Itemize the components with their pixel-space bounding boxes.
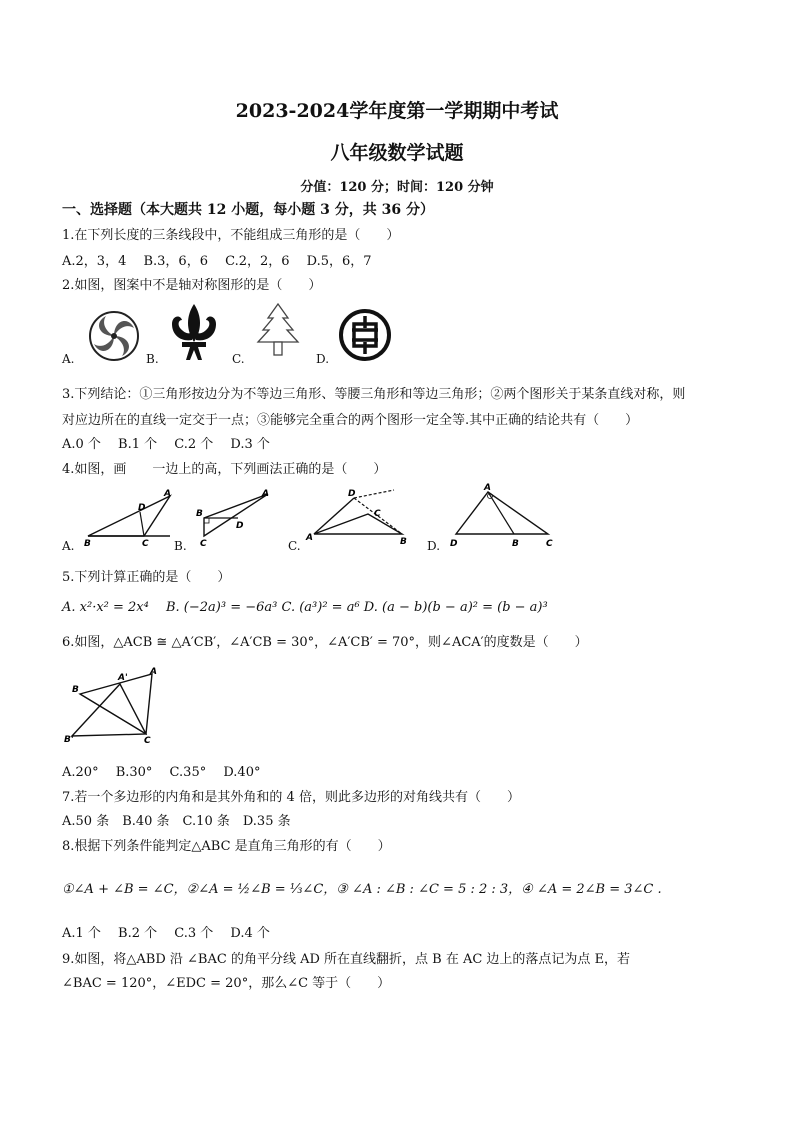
question-4: 4.如图，画 一边上的高，下列画法正确的是（ ） [62,462,387,477]
question-3-options: A.0 个 B.1 个 C.2 个 D.3 个 [62,437,270,452]
svg-text:B: B [400,537,407,547]
congruent-triangles-figure [64,666,160,744]
altitude-figure-d [450,484,554,548]
option-label-d: D. [427,539,441,553]
question-9-line-1: 9.如图，将△ABD 沿 ∠BAC 的角平分线 AD 所在直线翻折，点 B 在 AC 边上的落点记为点 E，若 [62,952,631,967]
altitude-figure-b [196,488,276,550]
svg-text:D: D [348,489,356,499]
option-label-b: B. [146,352,159,366]
question-8-options: A.1 个 B.2 个 C.3 个 D.4 个 [62,926,270,941]
exam-subtitle: 八年级数学试题 [330,142,464,164]
svg-text:A: A [164,489,171,499]
svg-text:C: C [144,736,151,746]
svg-text:A: A [484,483,491,493]
option-label-b: B. [174,539,187,553]
option-label-c: C. [232,352,245,366]
altitude-figure-a [84,488,176,550]
svg-text:B: B [196,509,203,519]
fleur-de-lis-figure [168,302,220,364]
svg-text:D: D [450,539,458,549]
exam-title: 2023-2024学年度第一学期期中考试 [235,100,559,122]
question-5: 5.下列计算正确的是（ ） [62,570,231,585]
svg-text:A: A [306,533,313,543]
question-8: 8.根据下列条件能判定△ABC 是直角三角形的有（ ） [62,839,391,854]
option-label-c: C. [288,539,301,553]
section-heading: 一、选择题（本大题共 12 小题，每小题 3 分，共 36 分） [62,202,434,218]
svg-text:B: B [512,539,519,549]
question-3-line-1: 3.下列结论：①三角形按边分为不等边三角形、等腰三角形和等边三角形；②两个图形关于某条直线对称，则 [62,387,686,402]
question-8-conditions: ①∠A + ∠B = ∠C，②∠A = ½∠B = ⅓∠C，③ ∠A : ∠B : ∠C = 5 : 2 : 3，④ ∠A = 2∠B = 3∠C . [62,882,662,897]
question-6-options: A.20° B.30° C.35° D.40° [62,765,261,780]
svg-text:C: C [200,539,207,549]
question-3-line-2: 对应边所在的直线一定交于一点；③能够完全重合的两个图形一定全等.其中正确的结论共有（ ） [62,413,639,428]
exam-meta: 分值：120 分；时间：120 分钟 [300,180,494,195]
question-9-line-2: ∠BAC = 120°，∠EDC = 20°，那么∠C 等于（ ） [62,976,391,991]
svg-text:B: B [84,539,91,549]
option-label-d: D. [316,352,330,366]
svg-text:C: C [374,509,381,519]
tree-figure [252,302,304,358]
svg-text:C: C [546,539,553,549]
svg-text:A: A [262,489,269,499]
question-7: 7.若一个多边形的内角和是其外角和的 4 倍，则此多边形的对角线共有（ ） [62,790,520,805]
altitude-figure-c [304,484,410,548]
pinwheel-figure [88,310,140,362]
question-7-options: A.50 条 B.40 条 C.10 条 D.35 条 [62,814,291,829]
svg-text:D: D [236,521,244,531]
question-5-options: A. x²·x² = 2x⁴ B. (−2a)³ = −6a³ C. (a³)² = a⁶ D. (a − b)(b − a)² = (b − a)³ [62,600,548,615]
option-label-a: A. [62,352,75,366]
svg-text:A: A [150,667,157,677]
question-1: 1.在下列长度的三条线段中，不能组成三角形的是（ ） [62,228,400,243]
svg-text:D: D [138,503,146,513]
option-label-a: A. [62,539,75,553]
question-2: 2.如图，图案中不是轴对称图形的是（ ） [62,278,322,293]
svg-text:B: B [72,685,79,695]
question-1-options: A.2，3，4 B.3，6，6 C.2，2，6 D.5，6，7 [62,254,372,269]
bank-logo-figure [338,308,392,362]
svg-text:B': B' [64,735,74,745]
svg-text:C: C [142,539,149,549]
question-6: 6.如图，△ACB ≅ △A′CB′，∠A′CB = 30°，∠A′CB′ = 70°，则∠ACA′的度数是（ ） [62,635,588,650]
svg-text:A': A' [118,673,128,683]
